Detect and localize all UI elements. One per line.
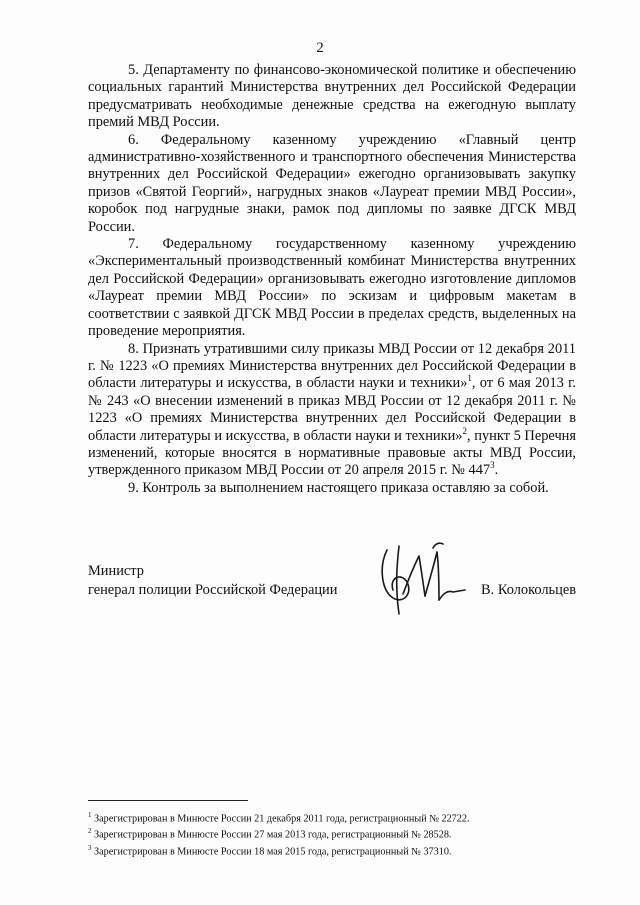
footnotes — [88, 800, 576, 858]
paragraph-8-part-2: , от 6 мая 2013 г. № 243 «О внесении изменений в приказ МВД России от 12 декабря 2011 г. № 1223 «О премиях Министерства внутренних дел Российской Федерации в области литературы и искусства, в области науки и техники» — [88, 375, 576, 444]
signatory-title: Министр — [88, 563, 144, 579]
footnote-number: 3 — [88, 843, 92, 852]
footnote-text: Зарегистрирован в Минюсте России 21 декабря 2011 года, регистрационный № 22722. — [94, 813, 470, 825]
handwritten-signature — [373, 538, 488, 620]
signatory-name: В. Колокольцев — [481, 582, 576, 598]
footnote-text: Зарегистрирован в Минюсте России 18 мая 2015 года, регистрационный № 37310. — [94, 846, 452, 858]
paragraph-8 — [88, 341, 576, 480]
paragraph-8-part-3: , пункт 5 Перечня изменений, которые вносятся в нормативные правовые акты МВД России, утвержденного приказом МВД России от 20 апреля 2015 г. № 447 — [88, 427, 576, 479]
footnote-2 — [88, 825, 576, 841]
paragraph-8-part-4: . — [494, 462, 499, 479]
document-body — [88, 62, 576, 497]
footnote-1 — [88, 809, 576, 825]
footnote-ref-3: 3 — [490, 460, 495, 471]
footnote-divider — [88, 800, 248, 801]
paragraph-7: 7. Федеральному государственному казенному учреждению «Экспериментальный производственный комбинат Министерства внутренних дел Российской Федерации» организовывать ежегодно изготовление дипломов «Лауреат премии МВД России» по эскизам и цифровым макетам в соответствии с заявкой ДГСК МВД России в пределах средств, выделенных на проведение мероприятия. — [88, 236, 576, 340]
paragraph-8-part-1: 8. Признать утратившими силу приказы МВД России от 12 декабря 2011 г. № 1223 «О премиях Министерства внутренних дел Российской Федерации в области литературы и искусства, в области науки и техники» — [88, 340, 576, 392]
page-number: 2 — [316, 40, 324, 56]
footnote-number: 2 — [88, 827, 92, 836]
footnote-text: Зарегистрирован в Минюсте России 27 мая 2013 года, регистрационный № 28528. — [94, 829, 452, 841]
paragraph-9: 9. Контроль за выполнением настоящего приказа оставляю за собой. — [128, 479, 549, 496]
footnote-3 — [88, 842, 576, 858]
paragraph-5: 5. Департаменту по финансово-экономической политике и обеспечению социальных гарантий Министерства внутренних дел Российской Федерации предусматривать необходимые денежные средства на ежегодную выплату премий МВД России. — [88, 62, 576, 131]
paragraph-6: 6. Федеральному казенному учреждению «Главный центр административно-хозяйственного и транспортного обеспечения Министерства внутренних дел Российской Федерации» ежегодно организовывать закупку призов «Святой Георгий», нагрудных знаков «Лауреат премии МВД России», коробок под нагрудные знаки, рамок под дипломы по заявке ДГСК МВД России. — [88, 131, 576, 235]
signature-block — [88, 562, 576, 632]
footnote-number: 1 — [88, 811, 92, 819]
footnote-ref-2: 2 — [462, 425, 467, 436]
signatory-rank: генерал полиции Российской Федерации — [88, 582, 338, 598]
footnote-ref-1: 1 — [467, 373, 472, 384]
